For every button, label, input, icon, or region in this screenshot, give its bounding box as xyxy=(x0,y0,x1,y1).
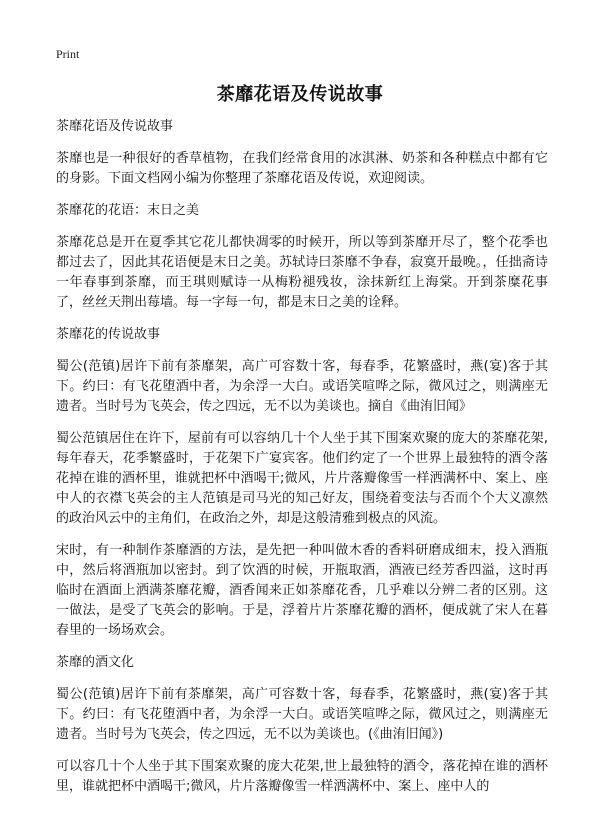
section-heading-flower-language: 茶靡花的花语：末日之美 xyxy=(56,203,200,218)
page-title: 茶靡花语及传说故事 xyxy=(216,84,384,105)
section-heading-legend: 茶靡花的传说故事 xyxy=(56,327,161,342)
paragraph-wine-culture-1: 蜀公(范镇)居许下前有茶靡架，高广可容数十客，每春季，花繁盛时，燕(宴)客于其下。约曰：有飞花堕酒中者，为余浮一大白。或语笑喧哗之际，微风过之，则满座无遗者。当时号为飞英会，传之四远，无不以为美谈也。(《曲洧旧闻》) xyxy=(56,687,548,742)
paragraph-wine-culture-2: 可以容几十个人坐于其下围案欢聚的庞大花架,世上最独特的酒令，落花掉在谁的酒杯里，谁就把杯中酒喝干;微风，片片落瓣像雪一样洒满杯中、案上、座中人的 xyxy=(56,759,548,794)
paragraph-flower-language: 茶靡花总是开在夏季其它花儿都快凋零的时候开，所以等到茶靡开尽了，整个花季也都过去了，因此其花语便是末日之美。苏轼诗曰茶靡不争春，寂寞开最晚。，任拙斋诗一年春事到茶靡，而王琪则赋诗一从梅粉褪残妆，涂抹新红上海棠。开到茶糜花事了，丝丝天荆出莓墙。每一字每一句，都是末日之美的诠释。 xyxy=(56,235,548,310)
paragraph-intro: 茶靡也是一种很好的香草植物，在我们经常食用的冰淇淋、奶茶和各种糕点中都有它的身影。下面文档网小编为你整理了茶靡花语及传说，欢迎阅读。 xyxy=(56,151,548,186)
print-link[interactable]: Print xyxy=(56,47,80,61)
section-heading-wine-culture: 茶靡的酒文化 xyxy=(56,655,135,670)
article-body xyxy=(56,117,548,809)
paragraph-legend-3: 宋时，有一种制作茶靡酒的方法，是先把一种叫做木香的香料研磨成细末，投入酒瓶中，然后将酒瓶加以密封。到了饮酒的时候，开瓶取酒，酒液已经芳香四溢，这时再临时在酒面上洒满茶靡花瓣，酒香闻来正如茶靡花香，几乎难以分辨二者的区别。这一做法，是受了飞英会的影响。于是，浮着片片茶靡花瓣的酒杯，便成就了宋人在暮春里的一场场欢会。 xyxy=(56,543,548,638)
paragraph-legend-1: 蜀公(范镇)居许下前有茶靡架，高广可容数十客，每春季，花繁盛时，燕(宴)客于其下。约曰：有飞花堕酒中者，为余浮一大白。或语笑喧哗之际，微风过之，则满座无遗者。当时号为飞英会，传之四远，无不以为美谈也。摘自《曲洧旧闻》 xyxy=(56,359,548,414)
paragraph-legend-2: 蜀公范镇居住在许下，屋前有可以容纳几十个人坐于其下围案欢聚的庞大的茶靡花架,每年春天，花季繁盛时，于花架下广宴宾客。他们约定了一个世界上最独特的酒令落花掉在谁的酒杯里，谁就把杯中酒喝干;微风，片片落瓣像雪一样洒满杯中、案上、座中人的衣襟飞英会的主人范镇是司马光的知己好友，围绕着变法与否而个个大义凛然的政治风云中的主角们，在政治之外，却是这般清雅到极点的风流。 xyxy=(56,431,548,526)
section-heading-intro: 茶靡花语及传说故事 xyxy=(56,119,174,134)
